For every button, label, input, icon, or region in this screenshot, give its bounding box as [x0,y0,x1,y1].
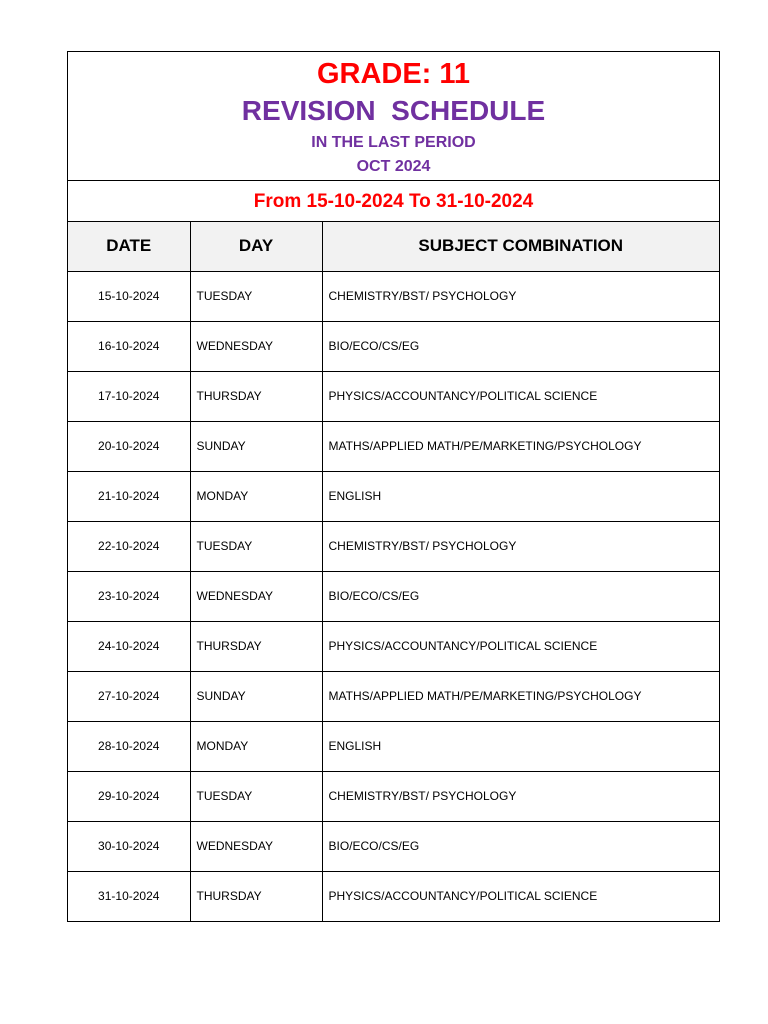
table-row [68,271,719,321]
table-row [68,571,719,621]
date-cell: 27-10-2024 [68,671,190,721]
column-header-date: DATE [68,222,190,271]
date-cell: 21-10-2024 [68,471,190,521]
schedule-table [68,222,719,921]
date-cell: 20-10-2024 [68,421,190,471]
subject-cell: MATHS/APPLIED MATH/PE/MARKETING/PSYCHOLOGY [322,671,719,721]
table-row [68,321,719,371]
day-cell: SUNDAY [190,421,322,471]
table-row [68,421,719,471]
subject-cell: CHEMISTRY/BST/ PSYCHOLOGY [322,521,719,571]
day-cell: WEDNESDAY [190,571,322,621]
schedule-month: OCT 2024 [356,158,431,175]
subject-cell: ENGLISH [322,471,719,521]
schedule-header [68,52,719,181]
table-row [68,521,719,571]
column-header-day: DAY [190,222,322,271]
date-cell: 24-10-2024 [68,621,190,671]
subject-cell: BIO/ECO/CS/EG [322,821,719,871]
subject-cell: PHYSICS/ACCOUNTANCY/POLITICAL SCIENCE [322,871,719,921]
date-cell: 31-10-2024 [98,889,160,904]
schedule-sheet [67,51,720,922]
day-cell: THURSDAY [190,371,322,421]
date-cell: 23-10-2024 [68,571,190,621]
subject-cell: BIO/ECO/CS/EG [322,571,719,621]
grade-heading: GRADE: 11 [316,58,471,90]
day-cell: TUESDAY [190,521,322,571]
day-cell: MONDAY [190,721,322,771]
table-row [68,871,719,921]
date-cell: 30-10-2024 [68,821,190,871]
day-cell: TUESDAY [190,771,322,821]
date-cell: 16-10-2024 [68,321,190,371]
table-row [68,471,719,521]
table-row [68,771,719,821]
schedule-title: REVISION SCHEDULE [241,95,546,126]
table-row [68,621,719,671]
table-row [68,821,719,871]
day-cell: SUNDAY [190,671,322,721]
subject-cell: BIO/ECO/CS/EG [322,321,719,371]
date-cell: 28-10-2024 [68,721,190,771]
date-range: From 15-10-2024 To 31-10-2024 [68,181,719,222]
subject-cell: ENGLISH [322,721,719,771]
table-row [68,721,719,771]
table-body [68,271,719,921]
subject-cell: MATHS/APPLIED MATH/PE/MARKETING/PSYCHOLOGY [322,421,719,471]
day-cell: THURSDAY [190,871,322,921]
subject-cell: CHEMISTRY/BST/ PSYCHOLOGY [322,271,719,321]
table-row [68,671,719,721]
day-cell: WEDNESDAY [190,321,322,371]
date-cell: 29-10-2024 [68,771,190,821]
day-cell: THURSDAY [190,621,322,671]
date-cell: 22-10-2024 [68,521,190,571]
date-cell: 15-10-2024 [68,271,190,321]
subject-cell: PHYSICS/ACCOUNTANCY/POLITICAL SCIENCE [322,621,719,671]
date-cell: 17-10-2024 [68,371,190,421]
subject-cell: PHYSICS/ACCOUNTANCY/POLITICAL SCIENCE [322,371,719,421]
column-header-subject: SUBJECT COMBINATION [322,222,719,271]
table-header-row [68,222,719,271]
day-cell: TUESDAY [190,271,322,321]
subject-cell: CHEMISTRY/BST/ PSYCHOLOGY [322,771,719,821]
schedule-subtitle: IN THE LAST PERIOD [311,134,476,151]
table-row [68,371,719,421]
day-cell: WEDNESDAY [190,821,322,871]
day-cell: MONDAY [190,471,322,521]
